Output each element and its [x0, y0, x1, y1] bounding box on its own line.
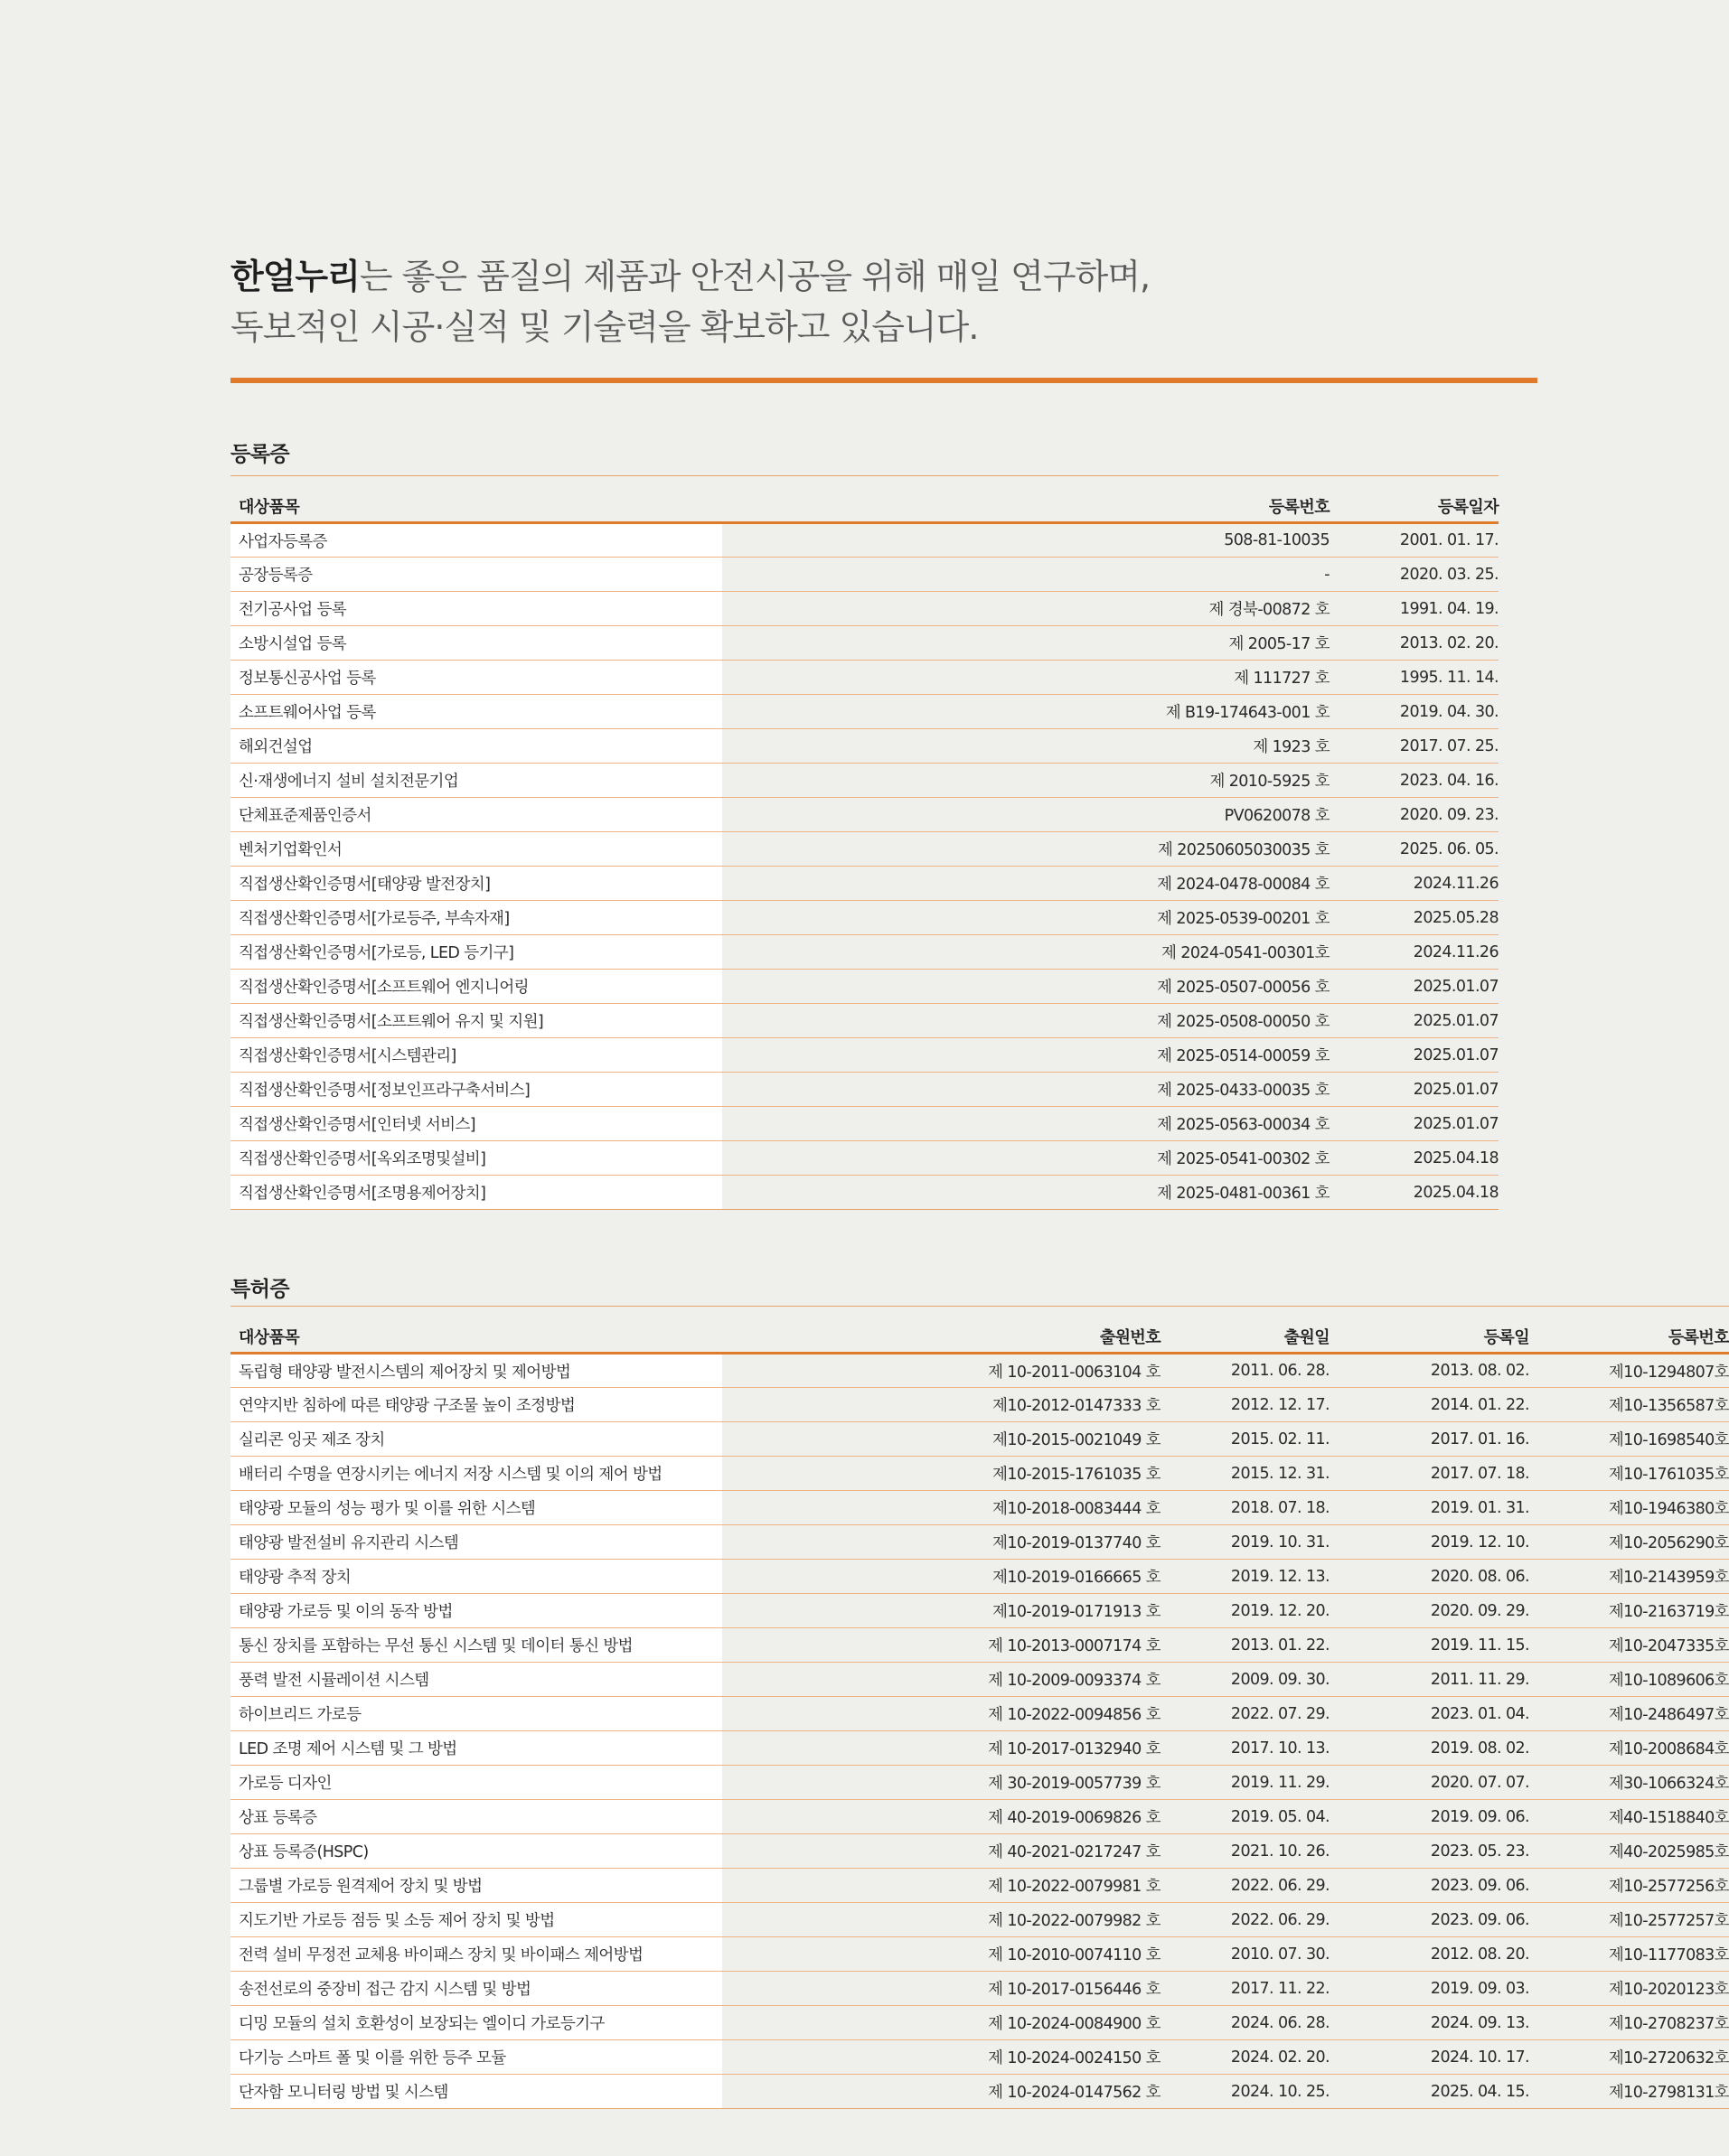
reg-date-cell: 2025.01.07 — [1330, 1004, 1499, 1038]
item-cell: 태양광 가로등 및 이의 동작 방법 — [230, 1594, 722, 1628]
application-number-cell: 제 10-2013-0007174 호 — [722, 1628, 1160, 1663]
table-row — [230, 1457, 1729, 1491]
table-row — [230, 729, 1499, 764]
application-number-cell: 제 10-2022-0079982 호 — [722, 1903, 1160, 1937]
item-cell: 다기능 스마트 폴 및 이를 위한 등주 모듈 — [230, 2040, 722, 2075]
application-date-cell: 2019. 12. 13. — [1160, 1560, 1330, 1594]
application-number-cell: 제 10-2022-0094856 호 — [722, 1697, 1160, 1731]
registration-number-cell: 제30-1066324호 — [1529, 1766, 1729, 1800]
registration-date-cell: 2019. 11. 15. — [1330, 1628, 1529, 1663]
reg-number-cell: 제 2025-0481-00361 호 — [722, 1176, 1330, 1210]
item-cell: 정보통신공사업 등록 — [230, 661, 722, 695]
item-cell: 직접생산확인증명서[가로등주, 부속자재] — [230, 901, 722, 935]
table-row — [230, 1697, 1729, 1731]
application-date-cell: 2012. 12. 17. — [1160, 1388, 1330, 1422]
item-cell: 실리콘 잉곳 제조 장치 — [230, 1422, 722, 1457]
item-cell: 그룹별 가로등 원격제어 장치 및 방법 — [230, 1869, 722, 1903]
application-number-cell: 제 10-2024-0084900 호 — [722, 2006, 1160, 2040]
reg-date-cell: 2024.11.26 — [1330, 935, 1499, 970]
reg-number-cell: 제 2025-0563-00034 호 — [722, 1107, 1330, 1141]
registration-date-cell: 2020. 09. 29. — [1330, 1594, 1529, 1628]
item-cell: 독립형 태양광 발전시스템의 제어장치 및 제어방법 — [230, 1354, 722, 1388]
table-row — [230, 1937, 1729, 1972]
item-cell: 상표 등록증 — [230, 1800, 722, 1834]
item-cell: 직접생산확인증명서[소프트웨어 엔지니어링 — [230, 970, 722, 1004]
header-application-date: 출원일 — [1160, 1307, 1330, 1354]
item-cell: 직접생산확인증명서[정보인프라구축서비스] — [230, 1073, 722, 1107]
registration-date-cell: 2024. 10. 17. — [1330, 2040, 1529, 2075]
item-cell: 직접생산확인증명서[옥외조명및설비] — [230, 1141, 722, 1176]
item-cell: 태양광 발전설비 유지관리 시스템 — [230, 1525, 722, 1560]
reg-number-cell: 제 1923 호 — [722, 729, 1330, 764]
reg-number-cell: 제 2025-0433-00035 호 — [722, 1073, 1330, 1107]
table-row — [230, 2075, 1729, 2109]
application-number-cell: 제 40-2021-0217247 호 — [722, 1834, 1160, 1869]
reg-number-cell: 제 20250605030035 호 — [722, 832, 1330, 867]
reg-date-cell: 2025.01.07 — [1330, 1107, 1499, 1141]
registration-date-cell: 2019. 09. 03. — [1330, 1972, 1529, 2006]
item-cell: 태양광 추적 장치 — [230, 1560, 722, 1594]
reg-number-cell: 제 2025-0539-00201 호 — [722, 901, 1330, 935]
registration-date-cell: 2017. 01. 16. — [1330, 1422, 1529, 1457]
reg-date-cell: 2019. 04. 30. — [1330, 695, 1499, 729]
registration-date-cell: 2023. 09. 06. — [1330, 1903, 1529, 1937]
item-cell: 소방시설업 등록 — [230, 626, 722, 661]
application-number-cell: 제 10-2022-0079981 호 — [722, 1869, 1160, 1903]
item-cell: 전력 설비 무정전 교체용 바이패스 장치 및 바이패스 제어방법 — [230, 1937, 722, 1972]
item-cell: LED 조명 제어 시스템 및 그 방법 — [230, 1731, 722, 1766]
registration-number-cell: 제10-2720632호 — [1529, 2040, 1729, 2075]
intro-text — [230, 251, 1405, 352]
reg-number-cell: PV0620078 호 — [722, 798, 1330, 832]
table-row — [230, 626, 1499, 661]
item-cell: 사업자등록증 — [230, 523, 722, 558]
item-cell: 디밍 모듈의 설치 호환성이 보장되는 엘이디 가로등기구 — [230, 2006, 722, 2040]
table-row — [230, 523, 1499, 558]
table-row — [230, 1869, 1729, 1903]
application-date-cell: 2021. 10. 26. — [1160, 1834, 1330, 1869]
table-row — [230, 1628, 1729, 1663]
registration-number-cell: 제10-1177083호 — [1529, 1937, 1729, 1972]
table-row — [230, 1594, 1729, 1628]
reg-date-cell: 2017. 07. 25. — [1330, 729, 1499, 764]
table-row — [230, 935, 1499, 970]
registration-date-cell: 2025. 04. 15. — [1330, 2075, 1529, 2109]
header-reg-number: 등록번호 — [722, 476, 1330, 523]
registration-date-cell: 2024. 09. 13. — [1330, 2006, 1529, 2040]
item-cell: 상표 등록증(HSPC) — [230, 1834, 722, 1869]
patents-table — [230, 1306, 1729, 2109]
application-number-cell: 제10-2012-0147333 호 — [722, 1388, 1160, 1422]
reg-date-cell: 2025.04.18 — [1330, 1141, 1499, 1176]
item-cell: 직접생산확인증명서[가로등, LED 등기구] — [230, 935, 722, 970]
reg-number-cell: - — [722, 558, 1330, 592]
item-cell: 단자함 모니터링 방법 및 시스템 — [230, 2075, 722, 2109]
table-row — [230, 1560, 1729, 1594]
reg-date-cell: 2024.11.26 — [1330, 867, 1499, 901]
application-number-cell: 제10-2019-0137740 호 — [722, 1525, 1160, 1560]
registration-date-cell: 2012. 08. 20. — [1330, 1937, 1529, 1972]
table-row — [230, 970, 1499, 1004]
registration-number-cell: 제10-1698540호 — [1529, 1422, 1729, 1457]
item-cell: 지도기반 가로등 점등 및 소등 제어 장치 및 방법 — [230, 1903, 722, 1937]
brand-name: 한얼누리 — [230, 257, 360, 296]
application-number-cell: 제 10-2024-0147562 호 — [722, 2075, 1160, 2109]
item-cell: 송전선로의 중장비 접근 감지 시스템 및 방법 — [230, 1972, 722, 2006]
item-cell: 단체표준제품인증서 — [230, 798, 722, 832]
item-cell: 신·재생에너지 설비 설치전문기업 — [230, 764, 722, 798]
reg-date-cell: 1995. 11. 14. — [1330, 661, 1499, 695]
item-cell: 풍력 발전 시뮬레이션 시스템 — [230, 1663, 722, 1697]
registration-number-cell: 제10-1761035호 — [1529, 1457, 1729, 1491]
table-row — [230, 2040, 1729, 2075]
table-row — [230, 1903, 1729, 1937]
application-date-cell: 2009. 09. 30. — [1160, 1663, 1330, 1697]
reg-number-cell: 제 2005-17 호 — [722, 626, 1330, 661]
item-cell: 해외건설업 — [230, 729, 722, 764]
reg-number-cell: 508-81-10035 — [722, 523, 1330, 558]
header-item: 대상품목 — [230, 1307, 722, 1354]
registration-number-cell: 제10-2577256호 — [1529, 1869, 1729, 1903]
table-row — [230, 1491, 1729, 1525]
registration-number-cell: 제40-2025985호 — [1529, 1834, 1729, 1869]
application-date-cell: 2019. 10. 31. — [1160, 1525, 1330, 1560]
registration-number-cell: 제10-2047335호 — [1529, 1628, 1729, 1663]
table-row — [230, 1800, 1729, 1834]
reg-date-cell: 2001. 01. 17. — [1330, 523, 1499, 558]
reg-date-cell: 2025.01.07 — [1330, 1073, 1499, 1107]
reg-number-cell: 제 2025-0514-00059 호 — [722, 1038, 1330, 1073]
item-cell: 벤처기업확인서 — [230, 832, 722, 867]
registration-number-cell: 제10-2008684호 — [1529, 1731, 1729, 1766]
registration-number-cell: 제10-1946380호 — [1529, 1491, 1729, 1525]
registration-number-cell: 제10-2020123호 — [1529, 1972, 1729, 2006]
table-row — [230, 1525, 1729, 1560]
application-number-cell: 제10-2015-1761035 호 — [722, 1457, 1160, 1491]
table-row — [230, 1038, 1499, 1073]
reg-date-cell: 2025.01.07 — [1330, 970, 1499, 1004]
reg-date-cell: 2013. 02. 20. — [1330, 626, 1499, 661]
application-number-cell: 제 10-2010-0074110 호 — [722, 1937, 1160, 1972]
reg-date-cell: 2023. 04. 16. — [1330, 764, 1499, 798]
application-date-cell: 2015. 02. 11. — [1160, 1422, 1330, 1457]
table-row — [230, 832, 1499, 867]
table-row — [230, 661, 1499, 695]
item-cell: 직접생산확인증명서[소프트웨어 유지 및 지원] — [230, 1004, 722, 1038]
registration-date-cell: 2023. 05. 23. — [1330, 1834, 1529, 1869]
item-cell: 가로등 디자인 — [230, 1766, 722, 1800]
patents-table-body — [230, 1354, 1729, 2109]
item-cell: 공장등록증 — [230, 558, 722, 592]
intro-line-1-rest: 는 좋은 품질의 제품과 안전시공을 위해 매일 연구하며, — [359, 257, 1151, 296]
application-date-cell: 2017. 11. 22. — [1160, 1972, 1330, 2006]
application-number-cell: 제10-2019-0171913 호 — [722, 1594, 1160, 1628]
registration-number-cell: 제10-2486497호 — [1529, 1697, 1729, 1731]
item-cell: 통신 장치를 포함하는 무선 통신 시스템 및 데이터 통신 방법 — [230, 1628, 722, 1663]
reg-date-cell: 2025.01.07 — [1330, 1038, 1499, 1073]
application-number-cell: 제 10-2009-0093374 호 — [722, 1663, 1160, 1697]
item-cell: 전기공사업 등록 — [230, 592, 722, 626]
application-number-cell: 제10-2015-0021049 호 — [722, 1422, 1160, 1457]
header-application-number: 출원번호 — [722, 1307, 1160, 1354]
registration-number-cell: 제10-1356587호 — [1529, 1388, 1729, 1422]
table-row — [230, 1663, 1729, 1697]
application-number-cell: 제10-2018-0083444 호 — [722, 1491, 1160, 1525]
table-row — [230, 1422, 1729, 1457]
application-date-cell: 2013. 01. 22. — [1160, 1628, 1330, 1663]
application-date-cell: 2018. 07. 18. — [1160, 1491, 1330, 1525]
table-row — [230, 1388, 1729, 1422]
registration-date-cell: 2023. 09. 06. — [1330, 1869, 1529, 1903]
item-cell: 직접생산확인증명서[태양광 발전장치] — [230, 867, 722, 901]
reg-date-cell: 2025.05.28 — [1330, 901, 1499, 935]
registration-number-cell: 제10-2708237호 — [1529, 2006, 1729, 2040]
reg-number-cell: 제 B19-174643-001 호 — [722, 695, 1330, 729]
application-date-cell: 2024. 06. 28. — [1160, 2006, 1330, 2040]
table-row — [230, 592, 1499, 626]
application-date-cell: 2024. 02. 20. — [1160, 2040, 1330, 2075]
reg-number-cell: 제 경북-00872 호 — [722, 592, 1330, 626]
table-row — [230, 1972, 1729, 2006]
patents-header-row — [230, 1307, 1729, 1354]
item-cell: 직접생산확인증명서[인터넷 서비스] — [230, 1107, 722, 1141]
orange-divider — [230, 378, 1537, 383]
header-registration-number: 등록번호 — [1529, 1307, 1729, 1354]
reg-date-cell: 1991. 04. 19. — [1330, 592, 1499, 626]
reg-number-cell: 제 2010-5925 호 — [722, 764, 1330, 798]
header-item: 대상품목 — [230, 476, 722, 523]
registration-date-cell: 2017. 07. 18. — [1330, 1457, 1529, 1491]
application-date-cell: 2019. 05. 04. — [1160, 1800, 1330, 1834]
table-row — [230, 1004, 1499, 1038]
reg-date-cell: 2020. 09. 23. — [1330, 798, 1499, 832]
reg-number-cell: 제 2024-0478-00084 호 — [722, 867, 1330, 901]
item-cell: 소프트웨어사업 등록 — [230, 695, 722, 729]
registration-date-cell: 2019. 01. 31. — [1330, 1491, 1529, 1525]
table-row — [230, 558, 1499, 592]
application-date-cell: 2019. 11. 29. — [1160, 1766, 1330, 1800]
table-row — [230, 1073, 1499, 1107]
item-cell: 태양광 모듈의 성능 평가 및 이를 위한 시스템 — [230, 1491, 722, 1525]
table-row — [230, 1107, 1499, 1141]
header-registration-date: 등록일 — [1330, 1307, 1529, 1354]
table-row — [230, 695, 1499, 729]
registration-number-cell: 제10-1294807호 — [1529, 1354, 1729, 1388]
table-row — [230, 1354, 1729, 1388]
registration-title: 등록증 — [230, 443, 290, 466]
reg-date-cell: 2025. 06. 05. — [1330, 832, 1499, 867]
registration-number-cell: 제10-2056290호 — [1529, 1525, 1729, 1560]
registration-date-cell: 2011. 11. 29. — [1330, 1663, 1529, 1697]
registration-date-cell: 2020. 08. 06. — [1330, 1560, 1529, 1594]
registration-number-cell: 제10-2577257호 — [1529, 1903, 1729, 1937]
registration-date-cell: 2019. 09. 06. — [1330, 1800, 1529, 1834]
table-row — [230, 1141, 1499, 1176]
item-cell: 연약지반 침하에 따른 태양광 구조물 높이 조정방법 — [230, 1388, 722, 1422]
registration-number-cell: 제10-2143959호 — [1529, 1560, 1729, 1594]
reg-date-cell: 2025.04.18 — [1330, 1176, 1499, 1210]
application-number-cell: 제10-2019-0166665 호 — [722, 1560, 1160, 1594]
application-date-cell: 2010. 07. 30. — [1160, 1937, 1330, 1972]
table-row — [230, 798, 1499, 832]
application-date-cell: 2022. 06. 29. — [1160, 1869, 1330, 1903]
intro-line-1 — [230, 251, 1405, 302]
reg-number-cell: 제 111727 호 — [722, 661, 1330, 695]
application-number-cell: 제 30-2019-0057739 호 — [722, 1766, 1160, 1800]
application-date-cell: 2011. 06. 28. — [1160, 1354, 1330, 1388]
application-date-cell: 2022. 07. 29. — [1160, 1697, 1330, 1731]
application-number-cell: 제 10-2011-0063104 호 — [722, 1354, 1160, 1388]
application-number-cell: 제 10-2017-0156446 호 — [722, 1972, 1160, 2006]
reg-number-cell: 제 2025-0508-00050 호 — [722, 1004, 1330, 1038]
registration-date-cell: 2019. 12. 10. — [1330, 1525, 1529, 1560]
table-row — [230, 1731, 1729, 1766]
registration-header-row — [230, 476, 1499, 523]
table-row — [230, 2006, 1729, 2040]
application-date-cell: 2024. 10. 25. — [1160, 2075, 1330, 2109]
table-row — [230, 867, 1499, 901]
reg-number-cell: 제 2024-0541-00301호 — [722, 935, 1330, 970]
registration-date-cell: 2014. 01. 22. — [1330, 1388, 1529, 1422]
item-cell: 직접생산확인증명서[조명용제어장치] — [230, 1176, 722, 1210]
item-cell: 직접생산확인증명서[시스템관리] — [230, 1038, 722, 1073]
reg-number-cell: 제 2025-0507-00056 호 — [722, 970, 1330, 1004]
reg-date-cell: 2020. 03. 25. — [1330, 558, 1499, 592]
table-row — [230, 1176, 1499, 1210]
registration-date-cell: 2019. 08. 02. — [1330, 1731, 1529, 1766]
item-cell: 배터리 수명을 연장시키는 에너지 저장 시스템 및 이의 제어 방법 — [230, 1457, 722, 1491]
application-number-cell: 제 10-2017-0132940 호 — [722, 1731, 1160, 1766]
application-number-cell: 제 10-2024-0024150 호 — [722, 2040, 1160, 2075]
intro-line-2: 독보적인 시공·실적 및 기술력을 확보하고 있습니다. — [230, 307, 979, 347]
registration-number-cell: 제10-1089606호 — [1529, 1663, 1729, 1697]
application-date-cell: 2022. 06. 29. — [1160, 1903, 1330, 1937]
reg-number-cell: 제 2025-0541-00302 호 — [722, 1141, 1330, 1176]
registration-date-cell: 2013. 08. 02. — [1330, 1354, 1529, 1388]
registration-number-cell: 제10-2163719호 — [1529, 1594, 1729, 1628]
registration-number-cell: 제10-2798131호 — [1529, 2075, 1729, 2109]
registration-date-cell: 2023. 01. 04. — [1330, 1697, 1529, 1731]
application-date-cell: 2019. 12. 20. — [1160, 1594, 1330, 1628]
registration-table — [230, 475, 1499, 1210]
registration-table-body — [230, 523, 1499, 1210]
item-cell: 하이브리드 가로등 — [230, 1697, 722, 1731]
application-date-cell: 2015. 12. 31. — [1160, 1457, 1330, 1491]
registration-number-cell: 제40-1518840호 — [1529, 1800, 1729, 1834]
application-number-cell: 제 40-2019-0069826 호 — [722, 1800, 1160, 1834]
header-reg-date: 등록일자 — [1330, 476, 1499, 523]
application-date-cell: 2017. 10. 13. — [1160, 1731, 1330, 1766]
registration-date-cell: 2020. 07. 07. — [1330, 1766, 1529, 1800]
table-row — [230, 764, 1499, 798]
table-row — [230, 901, 1499, 935]
table-row — [230, 1834, 1729, 1869]
patents-title: 특허증 — [230, 1278, 290, 1301]
table-row — [230, 1766, 1729, 1800]
